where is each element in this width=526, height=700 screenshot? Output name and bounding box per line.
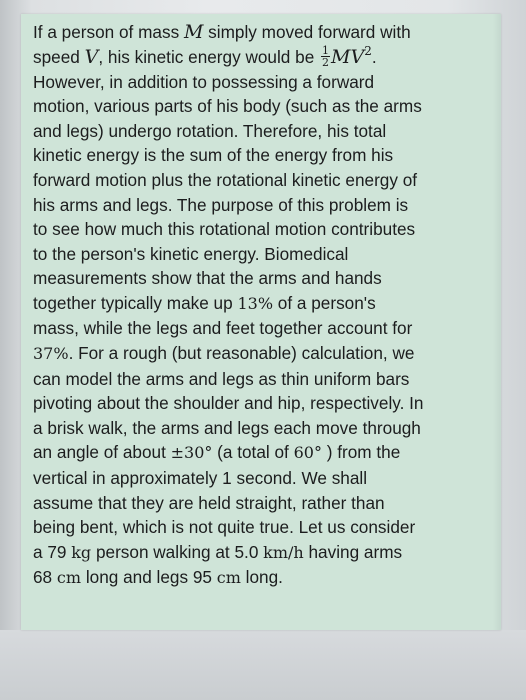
kinetic-energy-formula: MV bbox=[331, 45, 365, 68]
text-line: to the person's kinetic energy. Biomedical bbox=[33, 243, 349, 264]
unit-cm: cm bbox=[56, 568, 82, 588]
math-symbol-mass: M bbox=[183, 21, 204, 43]
text-line: a 79 kg person walking at 5.0 km/h having arms bbox=[33, 541, 403, 562]
text-line: 68 cm long and legs 95 cm long. bbox=[33, 567, 283, 588]
unit-km-per-h: km/h bbox=[263, 542, 304, 562]
unit-kg: kg bbox=[71, 542, 92, 562]
arm-mass-percent: 13% bbox=[237, 293, 274, 313]
text-line: forward motion plus the rotational kinetic energy of bbox=[33, 169, 418, 190]
text-line: to see how much this rotational motion contributes bbox=[33, 219, 416, 240]
unit-cm: cm bbox=[216, 568, 241, 588]
formula-exponent: 2 bbox=[364, 43, 372, 58]
text-line: and legs) undergo rotation. Therefore, his total bbox=[33, 120, 387, 141]
text-line: 37%. For a rough (but reasonable) calculation, we bbox=[33, 343, 415, 364]
math-symbol-speed: V bbox=[84, 45, 99, 68]
swing-angle: ±30° bbox=[170, 443, 213, 463]
text-line: motion, various parts of his body (such as the arms bbox=[33, 96, 422, 117]
text-line: being bent, which is not quite true. Let us consider bbox=[33, 517, 416, 538]
text-line: If a person of mass M simply moved forward with bbox=[33, 21, 411, 43]
text-line: vertical in approximately 1 second. We shall bbox=[33, 468, 368, 489]
desk-background bbox=[0, 630, 526, 700]
text-line: mass, while the legs and feet together account for bbox=[33, 318, 413, 339]
text-line: his arms and legs. The purpose of this problem is bbox=[33, 194, 409, 215]
text-line: assume that they are held straight, rather than bbox=[33, 492, 385, 513]
text-line: together typically make up 13% of a person's bbox=[33, 292, 376, 313]
text-line: measurements show that the arms and hands bbox=[33, 268, 382, 289]
problem-text bbox=[33, 20, 503, 591]
fraction-one-half: $\frac{1}{2}$ bbox=[322, 43, 330, 69]
text-line: speed V, his kinetic energy would be $\frac{1}{2}$ $MV^2$. bbox=[33, 43, 377, 69]
total-angle: 60° bbox=[293, 443, 322, 463]
text-line: kinetic energy is the sum of the energy from his bbox=[33, 145, 394, 166]
text-line: However, in addition to possessing a forward bbox=[33, 71, 375, 92]
text-line: a brisk walk, the arms and legs each move through bbox=[33, 417, 421, 438]
text-line: can model the arms and legs as thin uniform bars bbox=[33, 368, 410, 389]
leg-mass-percent: 37% bbox=[33, 344, 69, 364]
text-line: pivoting about the shoulder and hip, respectively. In bbox=[33, 393, 424, 414]
text-line: an angle of about ±30° (a total of 60° ) from the bbox=[33, 442, 401, 463]
